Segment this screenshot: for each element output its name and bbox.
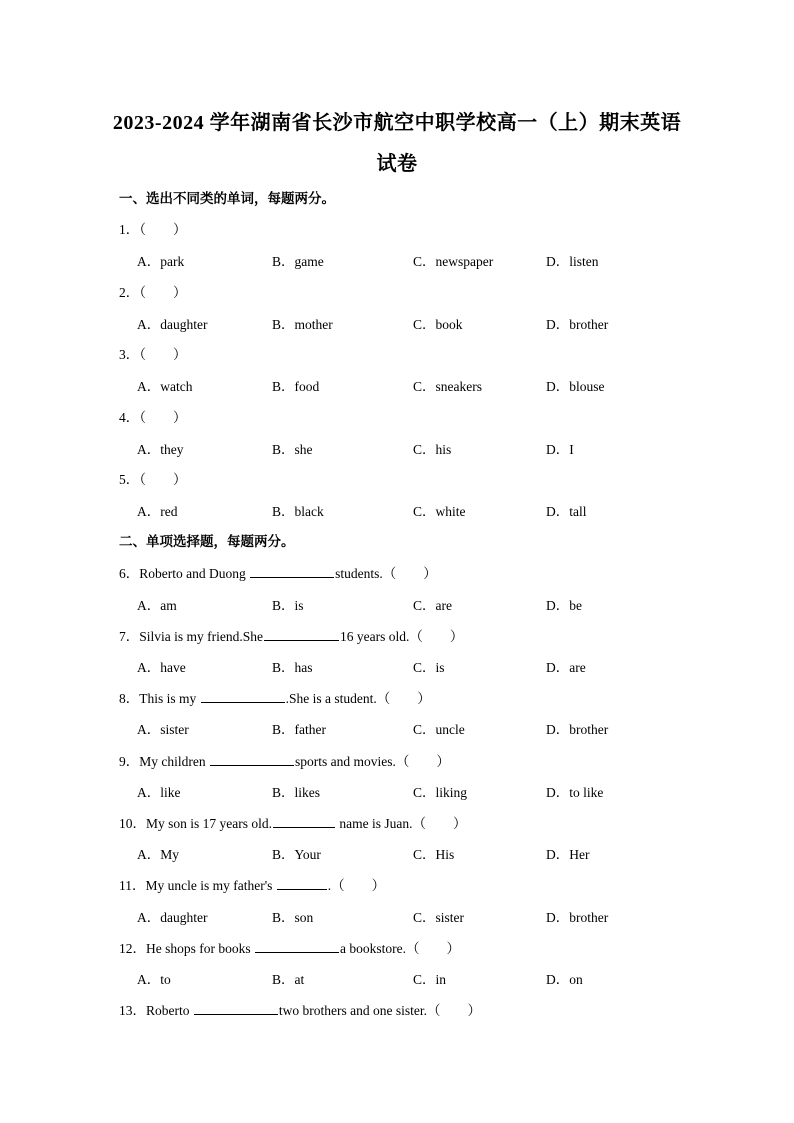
question-10-text-after: name is Juan.（ ） bbox=[336, 816, 467, 831]
question-12-text-after: a bookstore.（ ） bbox=[340, 941, 460, 956]
question-6-option-c: C．are bbox=[413, 598, 452, 613]
question-9-option-d: D．to like bbox=[546, 785, 604, 800]
question-5-option-c: C．white bbox=[413, 504, 466, 519]
question-11-option-b: B．son bbox=[272, 910, 314, 925]
exam-title-line-1: 2023-2024 学年湖南省长沙市航空中职学校高一（上）期末英语 bbox=[112, 112, 682, 134]
question-11-text-before: 11．My uncle is my father's bbox=[119, 878, 276, 893]
question-10-option-a: A．My bbox=[137, 847, 180, 862]
question-11-option-a: A．daughter bbox=[137, 910, 208, 925]
question-4-option-a: A．they bbox=[137, 442, 184, 457]
answer-blank bbox=[201, 689, 285, 703]
question-9-option-c: C．liking bbox=[413, 785, 468, 800]
question-13-text-before: 13．Roberto bbox=[119, 1003, 193, 1018]
question-2-stem: 2．（ ） bbox=[119, 285, 187, 300]
question-11-stem bbox=[119, 874, 385, 894]
question-9-stem bbox=[119, 750, 450, 770]
question-12-option-d: D．on bbox=[546, 972, 583, 987]
question-11-text-after: .（ ） bbox=[327, 878, 386, 893]
question-6-text-after: students.（ ） bbox=[335, 566, 437, 581]
question-6-option-a: A．am bbox=[137, 598, 177, 613]
question-8-option-c: C．uncle bbox=[413, 722, 465, 737]
question-4-option-c: C．his bbox=[413, 442, 452, 457]
question-12-option-a: A．to bbox=[137, 972, 171, 987]
answer-blank bbox=[255, 939, 339, 953]
question-6-stem bbox=[119, 562, 437, 582]
question-11-option-c: C．sister bbox=[413, 910, 465, 925]
question-1-option-b: B．game bbox=[272, 254, 324, 269]
question-5-option-d: D．tall bbox=[546, 504, 587, 519]
question-10-text-before: 10．My son is 17 years old. bbox=[119, 816, 272, 831]
question-6-option-b: B．is bbox=[272, 598, 304, 613]
question-5-option-a: A．red bbox=[137, 504, 178, 519]
question-2-option-a: A．daughter bbox=[137, 317, 208, 332]
question-6-text-before: 6．Roberto and Duong bbox=[119, 566, 250, 581]
question-13-stem bbox=[119, 999, 481, 1019]
question-9-option-a: A．like bbox=[137, 785, 181, 800]
question-8-stem bbox=[119, 687, 431, 707]
question-12-option-c: C．in bbox=[413, 972, 447, 987]
exam-title-line-2: 试卷 bbox=[376, 153, 418, 175]
question-10-option-b: B．Your bbox=[272, 847, 321, 862]
question-8-option-a: A．sister bbox=[137, 722, 189, 737]
question-6-option-d: D．be bbox=[546, 598, 582, 613]
question-5-stem: 5．（ ） bbox=[119, 472, 187, 487]
question-4-option-d: D．I bbox=[546, 442, 574, 457]
question-5-option-b: B．black bbox=[272, 504, 324, 519]
answer-blank bbox=[210, 752, 294, 766]
answer-blank bbox=[273, 814, 335, 828]
section-2-heading: 二、单项选择题，每题两分。 bbox=[119, 534, 295, 549]
question-3-option-b: B．food bbox=[272, 379, 320, 394]
question-3-stem: 3．（ ） bbox=[119, 347, 187, 362]
question-1-stem: 1．（ ） bbox=[119, 222, 187, 237]
question-12-text-before: 12．He shops for books bbox=[119, 941, 254, 956]
question-9-option-b: B．likes bbox=[272, 785, 321, 800]
question-13-text-after: two brothers and one sister.（ ） bbox=[278, 1003, 481, 1018]
question-2-option-c: C．book bbox=[413, 317, 463, 332]
question-1-option-d: D．listen bbox=[546, 254, 599, 269]
question-7-option-a: A．have bbox=[137, 660, 186, 675]
question-8-text-before: 8．This is my bbox=[119, 691, 200, 706]
question-11-option-d: D．brother bbox=[546, 910, 609, 925]
answer-blank bbox=[194, 1001, 278, 1015]
question-1-option-c: C．newspaper bbox=[413, 254, 494, 269]
question-7-stem bbox=[119, 625, 463, 645]
question-3-option-a: A．watch bbox=[137, 379, 193, 394]
question-7-option-b: B．has bbox=[272, 660, 313, 675]
question-4-stem: 4．（ ） bbox=[119, 410, 187, 425]
question-8-option-d: D．brother bbox=[546, 722, 609, 737]
question-9-text-before: 9．My children bbox=[119, 754, 209, 769]
question-1-option-a: A．park bbox=[137, 254, 185, 269]
question-7-option-c: C．is bbox=[413, 660, 445, 675]
question-7-option-d: D．are bbox=[546, 660, 586, 675]
question-12-stem bbox=[119, 937, 460, 957]
question-3-option-c: C．sneakers bbox=[413, 379, 482, 394]
question-10-option-d: D．Her bbox=[546, 847, 590, 862]
section-1-heading: 一、选出不同类的单词，每题两分。 bbox=[119, 191, 335, 206]
question-10-stem bbox=[119, 812, 467, 832]
answer-blank bbox=[250, 564, 334, 578]
answer-blank bbox=[264, 627, 339, 641]
question-8-text-after: .She is a student.（ ） bbox=[285, 691, 431, 706]
question-12-option-b: B．at bbox=[272, 972, 305, 987]
question-7-text-before: 7．Silvia is my friend.She bbox=[119, 629, 263, 644]
question-2-option-b: B．mother bbox=[272, 317, 333, 332]
question-9-text-after: sports and movies.（ ） bbox=[295, 754, 450, 769]
question-2-option-d: D．brother bbox=[546, 317, 609, 332]
question-8-option-b: B．father bbox=[272, 722, 326, 737]
question-7-text-after: 16 years old.（ ） bbox=[340, 629, 464, 644]
question-4-option-b: B．she bbox=[272, 442, 313, 457]
question-10-option-c: C．His bbox=[413, 847, 455, 862]
question-3-option-d: D．blouse bbox=[546, 379, 605, 394]
answer-blank bbox=[277, 876, 327, 890]
